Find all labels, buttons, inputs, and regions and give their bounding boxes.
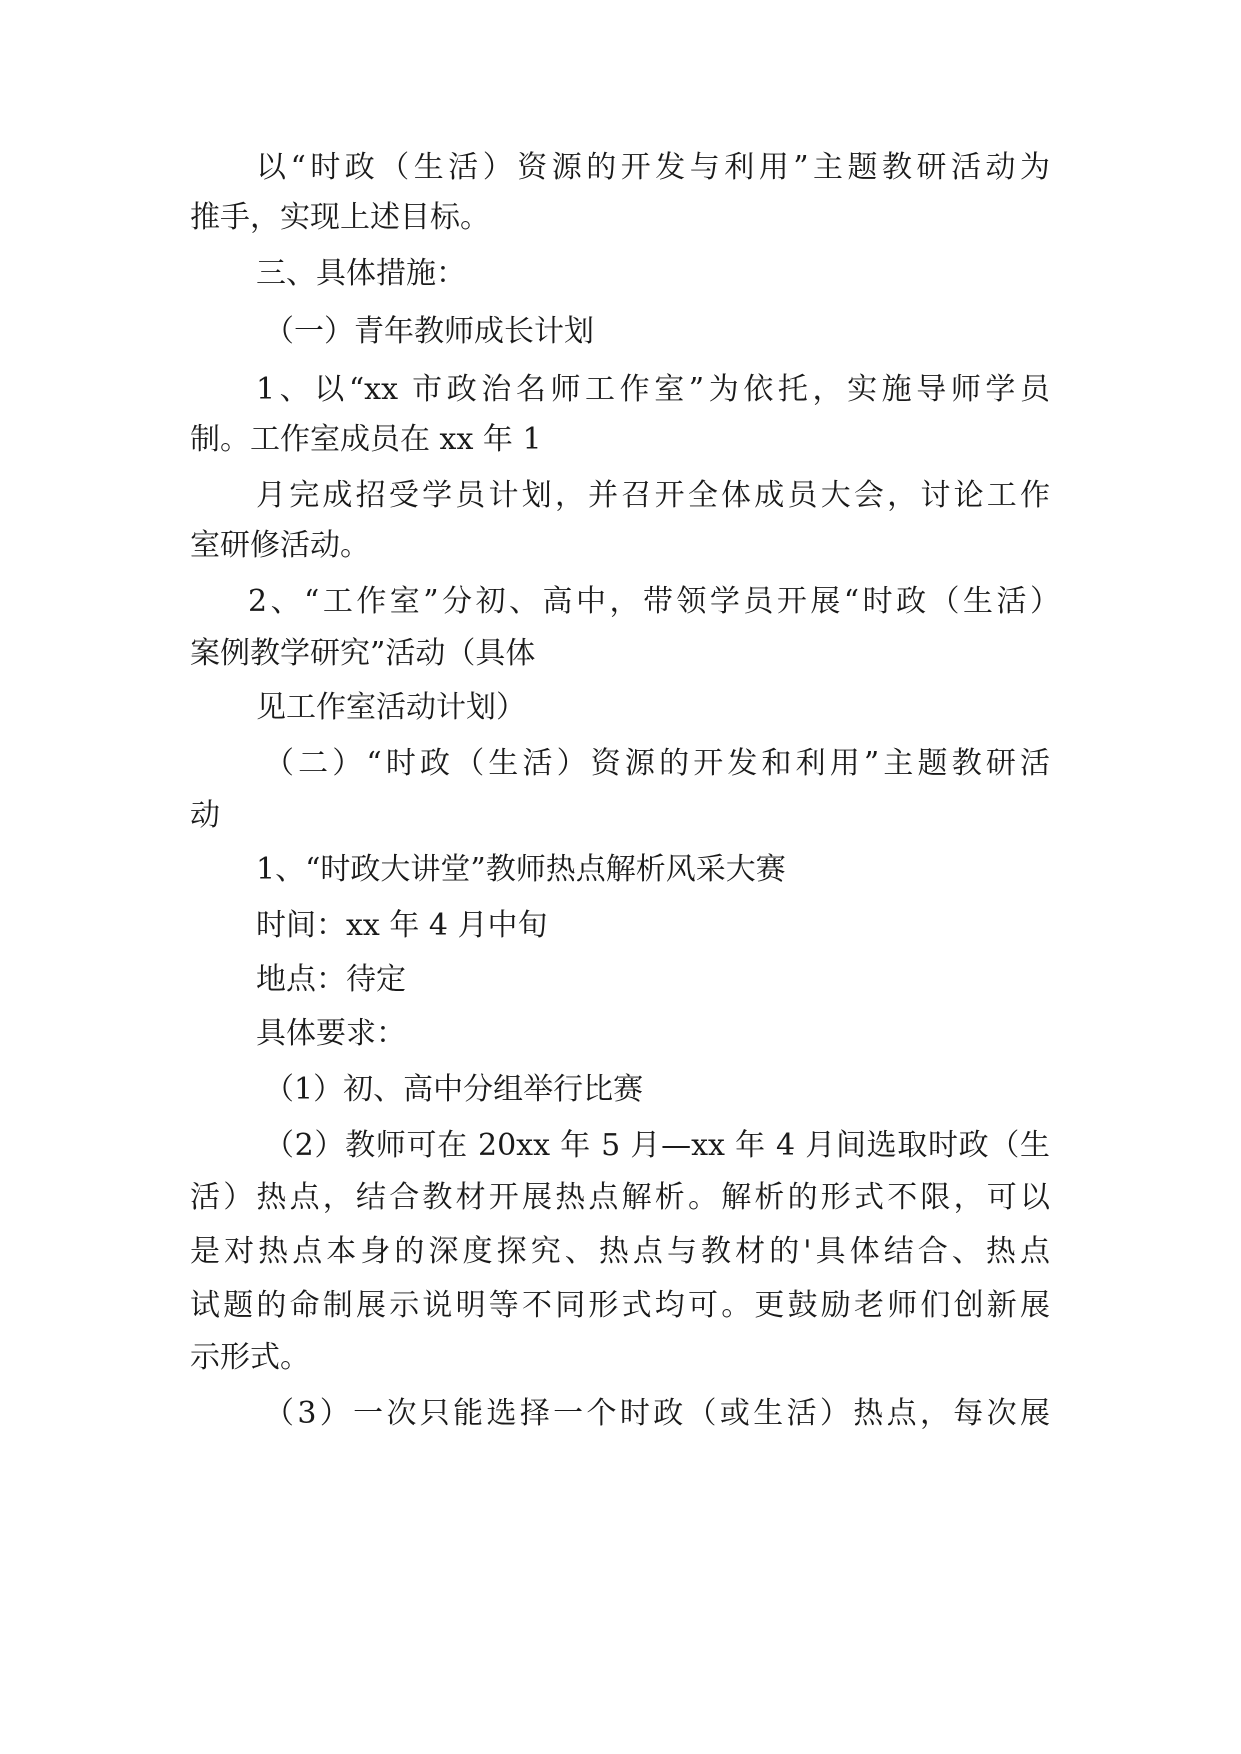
paragraph-line: 具体要求：: [256, 1016, 406, 1051]
paragraph-line: 推手，实现上述目标。: [190, 200, 490, 235]
item-heading: 1、“时政大讲堂”教师热点解析风采大赛: [256, 852, 786, 887]
subsection-heading: （二）“时政（生活）资源的开发和利用”主题教研活: [264, 746, 1050, 781]
paragraph-line: 见工作室活动计划）: [256, 690, 526, 725]
subsection-heading: （一）青年教师成长计划: [264, 314, 594, 349]
paragraph-line: 案例教学研究”活动（具体: [190, 636, 536, 671]
paragraph-line: 活）热点，结合教材开展热点解析。解析的形式不限，可以: [190, 1180, 1050, 1215]
paragraph-line: 2、“工作室”分初、高中，带领学员开展“时政（生活）: [248, 584, 1060, 619]
paragraph-line: 月完成招受学员计划，并召开全体成员大会，讨论工作: [256, 478, 1050, 513]
list-item: （1）初、高中分组举行比赛: [264, 1072, 644, 1107]
paragraph-line: 是对热点本身的深度探究、热点与教材的'具体结合、热点: [190, 1234, 1050, 1269]
paragraph-line: 示形式。: [190, 1340, 310, 1375]
paragraph-line: 1、以“xx 市政治名师工作室”为依托，实施导师学员: [256, 372, 1050, 407]
subsection-heading: 动: [190, 798, 220, 833]
paragraph-line: 室研修活动。: [190, 528, 370, 563]
list-item: （3）一次只能选择一个时政（或生活）热点，每次展: [264, 1396, 1050, 1431]
list-item: （2）教师可在 20xx 年 5 月—xx 年 4 月间选取时政（生: [264, 1128, 1050, 1163]
paragraph-line: 制。工作室成员在 xx 年 1: [190, 422, 542, 457]
paragraph-line: 时间：xx 年 4 月中旬: [256, 908, 548, 943]
paragraph-line: 地点：待定: [256, 962, 406, 997]
paragraph-line: 以“时政（生活）资源的开发与利用”主题教研活动为: [256, 150, 1050, 185]
paragraph-line: 试题的命制展示说明等不同形式均可。更鼓励老师们创新展: [190, 1288, 1050, 1323]
section-heading: 三、具体措施：: [256, 256, 466, 291]
